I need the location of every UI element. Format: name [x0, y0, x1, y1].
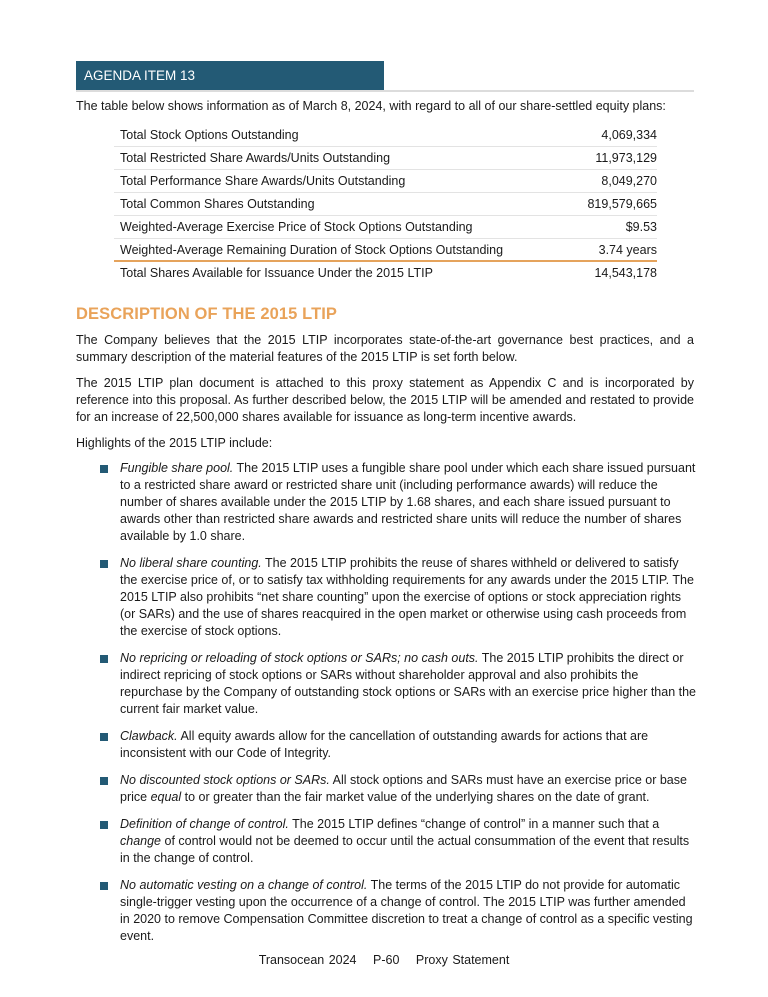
bullet-square-icon: [100, 821, 108, 829]
bullet-title: No discounted stock options or SARs.: [120, 773, 330, 787]
bullet-square-icon: [100, 882, 108, 890]
bullet-square-icon: [100, 777, 108, 785]
list-item: [100, 650, 696, 718]
row-value: 819,579,665: [587, 197, 657, 211]
bullet-square-icon: [100, 733, 108, 741]
table-row: [114, 124, 657, 147]
row-label: Total Restricted Share Awards/Units Outstanding: [120, 151, 391, 165]
bullet-square-icon: [100, 560, 108, 568]
row-value: 3.74 years: [598, 243, 657, 257]
bullet-text: of control would not be deemed to occur until the actual consummation of the event that results in the change of control.: [120, 834, 690, 865]
row-value: 8,049,270: [601, 174, 657, 188]
bullet-text: The 2015 LTIP prohibits the direct or indirect repricing of stock options or SARs without shareholder approval and also prohibits the repurchase by the Company of outstanding stock options or SARs with an exercise price higher than the current fair market value.: [120, 651, 697, 716]
paragraph: Highlights of the 2015 LTIP include:: [76, 436, 273, 450]
bullet-text: The 2015 LTIP uses a fungible share pool under which each share issued pursuant to a restricted share award or restricted share unit (including performance awards) will reduce the number of shares available under the 2015 LTIP by 1.68 shares, and each share issued pursuant to awards other than restricted share awards and restricted share units will reduce the number of shares available by 1.0 share.: [120, 461, 696, 543]
page-footer: [0, 953, 768, 967]
bullet-square-icon: [100, 465, 108, 473]
row-label: Total Shares Available for Issuance Under the 2015 LTIP: [120, 266, 433, 280]
table-row: [114, 193, 657, 216]
bullet-text: The 2015 LTIP prohibits the reuse of shares withheld or delivered to satisfy the exercise price of, or to satisfy tax withholding requirements for any awards under the 2015 LTIP. The 2015 LTIP also prohibits “net share counting” upon the exercise of options or stock appreciation rights (or SARs) and the use of shares reacquired in the open market or otherwise using cash proceeds from the exercise of stock options.: [120, 556, 694, 638]
equity-plans-table: [114, 124, 657, 285]
list-item: [100, 555, 696, 640]
row-label: Weighted-Average Remaining Duration of Stock Options Outstanding: [120, 243, 504, 257]
header-divider: [76, 90, 694, 92]
bullet-title: No automatic vesting on a change of control.: [120, 878, 368, 892]
bullet-text: All equity awards allow for the cancellation of outstanding awards for actions that are inconsistent with our Code of Integrity.: [120, 729, 649, 760]
bullet-emphasis: equal: [150, 790, 182, 804]
bullet-title: Definition of change of control.: [120, 817, 289, 831]
list-item: [100, 772, 696, 806]
bullet-emphasis: change: [120, 834, 162, 848]
row-label: Total Stock Options Outstanding: [120, 128, 299, 142]
footer-page-number: P-60: [373, 953, 400, 967]
bullet-title: Fungible share pool.: [120, 461, 234, 475]
bullet-title: Clawback.: [120, 729, 178, 743]
row-value: 4,069,334: [601, 128, 657, 142]
table-total-row: [114, 262, 657, 285]
agenda-item-header: [76, 61, 384, 91]
bullet-text: The terms of the 2015 LTIP do not provide for automatic single-trigger vesting upon the occurrence of a change of control. The 2015 LTIP was further amended in 2020 to remove Compensation Committee discretion to treat a change of control as a specific vesting event.: [120, 878, 693, 943]
footer-company: Transocean 2024: [258, 953, 357, 967]
bullet-title: No repricing or reloading of stock options or SARs; no cash outs.: [120, 651, 479, 665]
row-label: Total Common Shares Outstanding: [120, 197, 315, 211]
section-title: DESCRIPTION OF THE 2015 LTIP: [76, 305, 338, 323]
row-label: Total Performance Share Awards/Units Outstanding: [120, 174, 406, 188]
table-row: [114, 216, 657, 239]
bullet-text: to or greater than the fair market value of the underlying shares on the date of grant.: [181, 790, 650, 804]
table-row: [114, 170, 657, 193]
intro-text: The table below shows information as of March 8, 2024, with regard to all of our share-settled equity plans:: [76, 99, 666, 113]
list-item: [100, 460, 696, 545]
bullet-square-icon: [100, 655, 108, 663]
footer-document: Proxy Statement: [415, 953, 510, 967]
table-row: [114, 239, 657, 262]
bullet-text: All stock options and SARs must have an exercise price or base price: [120, 773, 687, 804]
list-item: [100, 816, 696, 867]
bullet-text: The 2015 LTIP defines “change of control” in a manner such that a: [288, 817, 660, 831]
paragraph: The Company believes that the 2015 LTIP incorporates state-of-the-art governance best practices, and a summary description of the material features of the 2015 LTIP is set forth below.: [76, 333, 694, 364]
row-value: $9.53: [625, 220, 657, 234]
list-item: [100, 877, 696, 945]
table-row: [114, 147, 657, 170]
agenda-item-label: AGENDA ITEM 13: [84, 68, 196, 83]
row-value: 14,543,178: [594, 266, 657, 280]
highlights-list: [100, 460, 696, 955]
row-label: Weighted-Average Exercise Price of Stock Options Outstanding: [120, 220, 473, 234]
paragraph: The 2015 LTIP plan document is attached to this proxy statement as Appendix C and is incorporated by reference into this proposal. As further described below, the 2015 LTIP will be amended and restated to provide for an increase of 22,500,000 shares available for issuance as long-term incentive awards.: [76, 376, 694, 424]
list-item: [100, 728, 696, 762]
bullet-title: No liberal share counting.: [120, 556, 262, 570]
row-value: 11,973,129: [595, 151, 657, 165]
